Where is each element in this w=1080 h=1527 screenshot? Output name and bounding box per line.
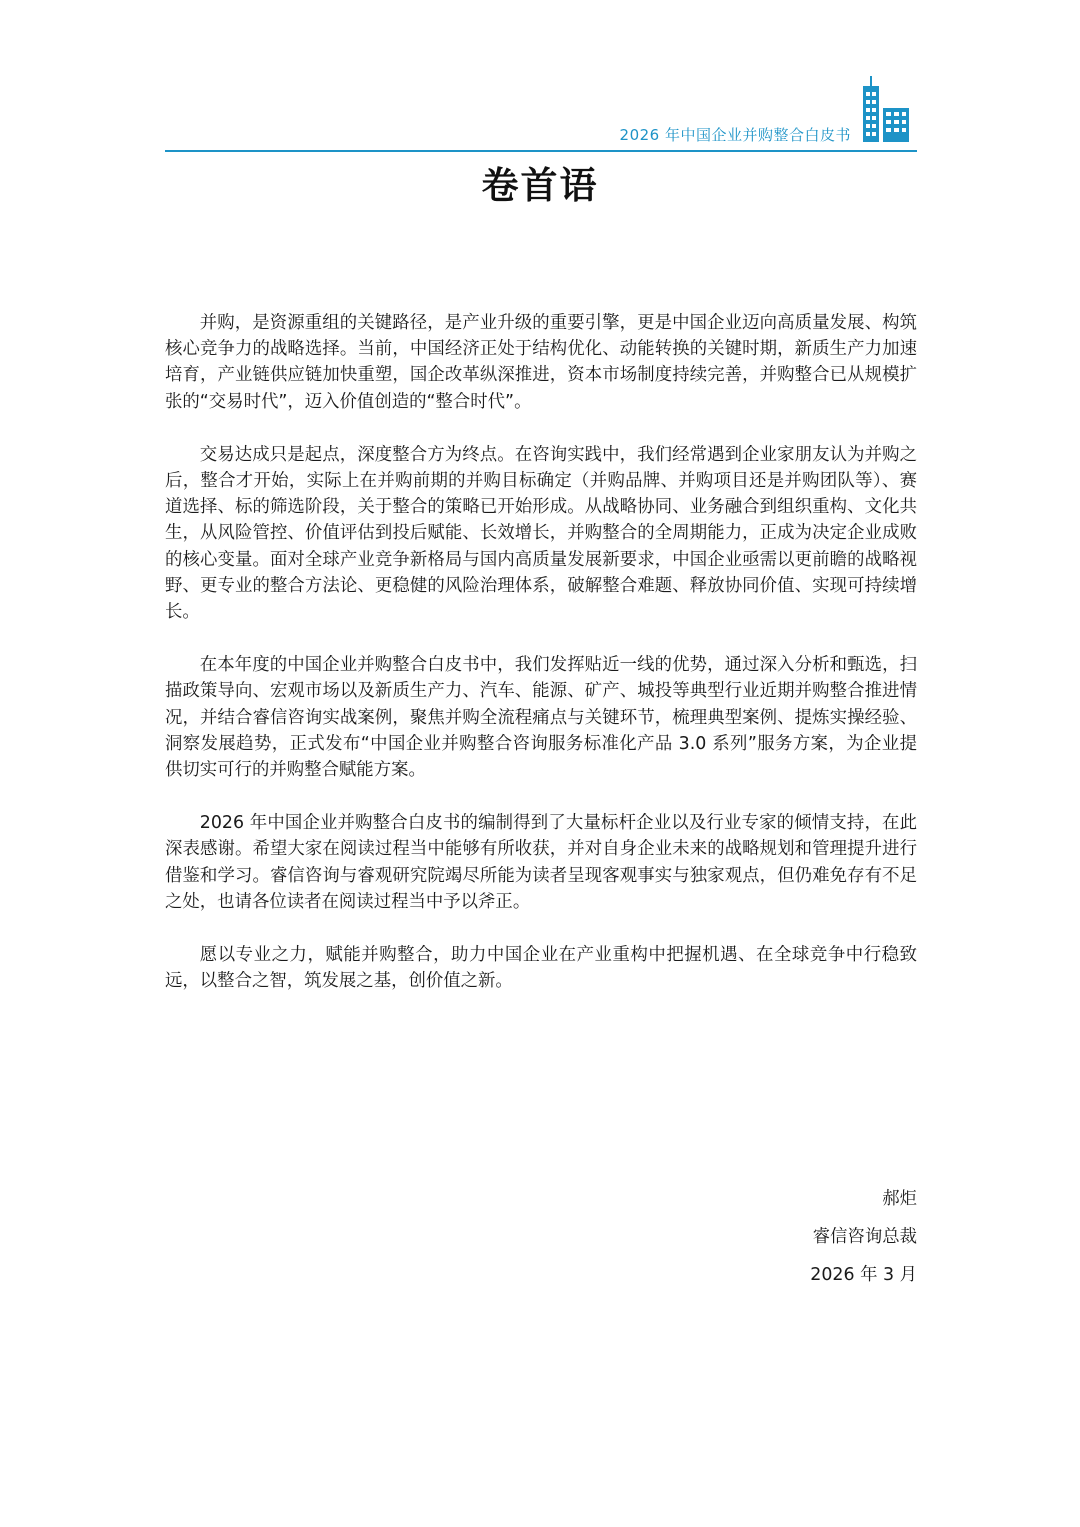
foreword-body — [165, 310, 917, 1021]
signature-date: 2026 年 3 月 — [810, 1265, 917, 1285]
paragraph: 在本年度的中国企业并购整合白皮书中，我们发挥贴近一线的优势，通过深入分析和甄选，扫描政策导向、宏观市场以及新质生产力、汽车、能源、矿产、城投等典型行业近期并购整合推进情况，并结合睿信咨询实战案例，聚焦并购全流程痛点与关键环节，梳理典型案例、提炼实操经验、洞察发展趋势，正式发布“中国企业并购整合咨询服务标准化产品 3.0 系列”服务方案，为企业提供切实可行的并购整合赋能方案。 — [165, 655, 917, 781]
page-header — [165, 70, 917, 152]
page-title: 卷首语 — [481, 164, 599, 207]
paragraph: 愿以专业之力，赋能并购整合，助力中国企业在产业重构中把握机遇、在全球竞争中行稳致远，以整合之智，筑发展之基，创价值之新。 — [165, 945, 917, 992]
header-title: 2026 年中国企业并购整合白皮书 — [619, 126, 851, 144]
paragraph: 交易达成只是起点，深度整合方为终点。在咨询实践中，我们经常遇到企业家朋友认为并购之后，整合才开始，实际上在并购前期的并购目标确定（并购品牌、并购项目还是并购团队等）、赛道选择、标的筛选阶段，关于整合的策略已开始形成。从战略协同、业务融合到组织重构、文化共生，从风险管控、价值评估到投后赋能、长效增长，并购整合的全周期能力，正成为决定企业成败的核心变量。面对全球产业竞争新格局与国内高质量发展新要求，中国企业亟需以更前瞻的战略视野、更专业的整合方法论、更稳健的风险治理体系，破解整合难题、释放协同价值、实现可持续增长。 — [165, 444, 917, 623]
paragraph: 并购，是资源重组的关键路径，是产业升级的重要引擎，更是中国企业迈向高质量发展、构筑核心竞争力的战略选择。当前，中国经济正处于结构优化、动能转换的关键时期，新质生产力加速培育，产业链供应链加快重塑，国企改革纵深推进，资本市场制度持续完善，并购整合已从规模扩张的“交易时代”，迈入价值创造的“整合时代”。 — [165, 313, 917, 412]
signature-block — [810, 1186, 917, 1300]
paragraph: 2026 年中国企业并购整合白皮书的编制得到了大量标杆企业以及行业专家的倾情支持，在此深表感谢。希望大家在阅读过程当中能够有所收获，并对自身企业未来的战略规划和管理提升进行借鉴和学习。睿信咨询与睿观研究院竭尽所能为读者呈现客观事实与独家观点，但仍难免存有不足之处，也请各位读者在阅读过程当中予以斧正。 — [165, 813, 917, 912]
signature-name: 郝炬 — [882, 1189, 917, 1209]
header-divider — [165, 150, 917, 152]
building-icon — [859, 76, 913, 142]
signature-role: 睿信咨询总裁 — [812, 1227, 917, 1247]
